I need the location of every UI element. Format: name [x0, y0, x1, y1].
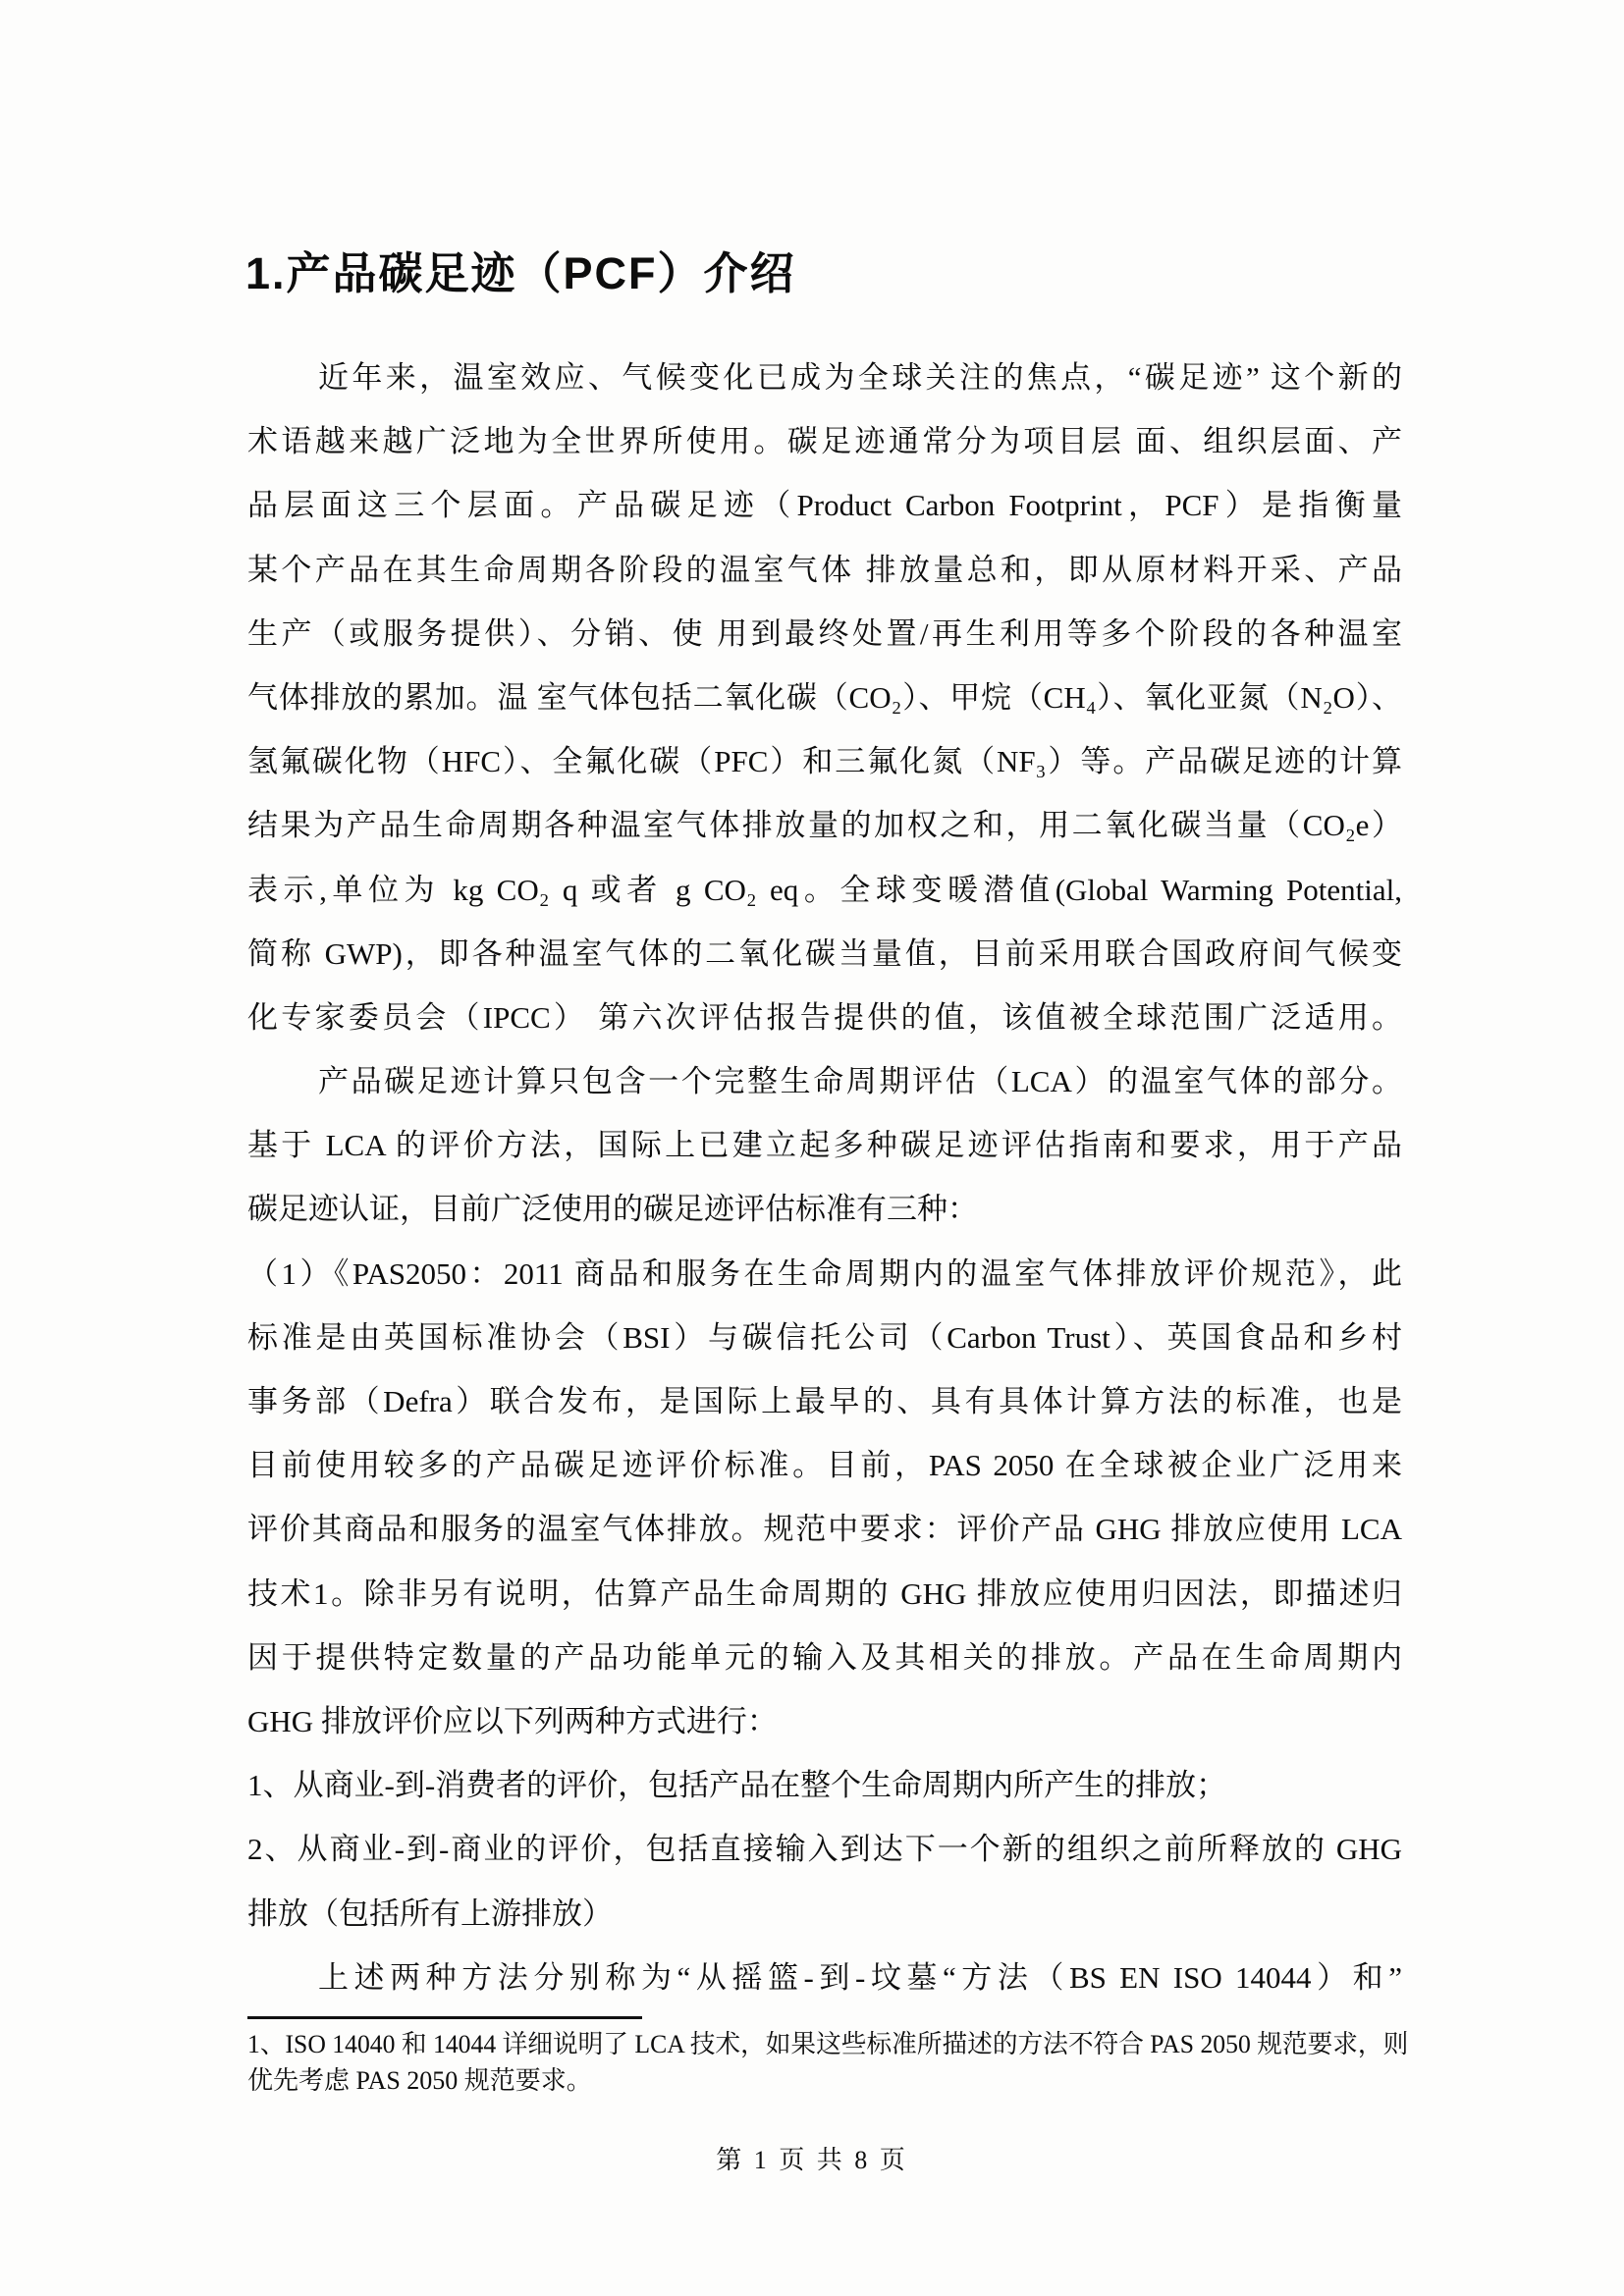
footnote-line: 1、ISO 14040 和 14044 详细说明了 LCA 技术，如果这些标准所描述的方法不符合 PAS 2050 规范要求，则 — [247, 2030, 1409, 2058]
text-line: （1）《PAS2050：2011 商品和服务在生命周期内的温室气体排放评价规范》，此 — [247, 1255, 1402, 1291]
text-line: 简称 GWP)，即各种温室气体的二氧化碳当量值，目前采用联合国政府间气候变 — [247, 935, 1402, 971]
text-line: 事务部（Defra）联合发布，是国际上最早的、具有具体计算方法的标准，也是 — [247, 1384, 1402, 1418]
text-line: 技术1。除非另有说明，估算产品生命周期的 GHG 排放应使用归因法，即描述归 — [247, 1575, 1402, 1611]
footnote-separator — [247, 2016, 642, 2019]
text-line: 1、从商业-到-消费者的评价，包括产品在整个生命周期内所产生的排放； — [247, 1768, 1227, 1803]
body-text — [247, 346, 1402, 2009]
text-line: 结果为产品生命周期各种温室气体排放量的加权之和，用二氧化碳当量（CO₂e） — [247, 808, 1402, 843]
text-line: 基于 LCA 的评价方法，国际上已建立起多种碳足迹评估指南和要求，用于产品 — [247, 1128, 1402, 1163]
text-line: 近年来，温室效应、气候变化已成为全球关注的焦点，“碳足迹” 这个新的 — [318, 360, 1402, 395]
text-line: 表示,单位为 kg CO₂ q 或者 g CO₂ eq。全球变暖潜值(Global Warming Potential, — [247, 872, 1402, 907]
text-line: 上述两种方法分别称为“从摇篮-到-坟墓“方法（BS EN ISO 14044）和” — [318, 1959, 1402, 1995]
page-footer: 第 1 页 共 8 页 — [716, 2146, 908, 2174]
text-line: 评价其商品和服务的温室气体排放。规范中要求：评价产品 GHG 排放应使用 LCA — [247, 1512, 1402, 1547]
text-line: 排放（包括所有上游排放） — [247, 1896, 613, 1931]
text-line: 术语越来越广泛地为全世界所使用。碳足迹通常分为项目层 面、组织层面、产 — [247, 424, 1402, 459]
footnote-line: 优先考虑 PAS 2050 规范要求。 — [247, 2066, 592, 2095]
text-line: 碳足迹认证，目前广泛使用的碳足迹评估标准有三种： — [247, 1192, 978, 1227]
text-line: 气体排放的累加。温 室气体包括二氧化碳（CO₂）、甲烷（CH₄）、氧化亚氮（N₂O）、 — [247, 679, 1402, 715]
text-line: 因于提供特定数量的产品功能单元的输入及其相关的排放。产品在生命周期内 — [247, 1639, 1402, 1675]
text-line: 品层面这三个层面。产品碳足迹（Product Carbon Footprint，PCF）是指衡量 — [247, 488, 1402, 523]
text-line: 标准是由英国标准协会（BSI）与碳信托公司（Carbon Trust）、英国食品和乡村 — [247, 1319, 1402, 1355]
text-line: 生产（或服务提供）、分销、使 用到最终处置/再生利用等多个阶段的各种温室 — [247, 615, 1402, 651]
text-line: 化专家委员会（IPCC） 第六次评估报告提供的值，该值被全球范围广泛适用。 — [247, 999, 1402, 1035]
text-line: 2、从商业-到-商业的评价，包括直接输入到达下一个新的组织之前所释放的 GHG — [247, 1832, 1402, 1867]
section-title: 1.产品碳足迹（PCF）介绍 — [245, 248, 796, 298]
text-line: 产品碳足迹计算只包含一个完整生命周期评估（LCA）的温室气体的部分。 — [318, 1064, 1402, 1099]
text-line: GHG 排放评价应以下列两种方式进行： — [247, 1703, 778, 1738]
text-line: 目前使用较多的产品碳足迹评价标准。目前，PAS 2050 在全球被企业广泛用来 — [247, 1448, 1402, 1483]
text-line: 某个产品在其生命周期各阶段的温室气体 排放量总和，即从原材料开采、产品 — [247, 552, 1402, 587]
text-line: 氢氟碳化物（HFC）、全氟化碳（PFC）和三氟化氮（NF₃）等。产品碳足迹的计算 — [247, 744, 1402, 779]
footnote — [247, 2026, 1408, 2099]
